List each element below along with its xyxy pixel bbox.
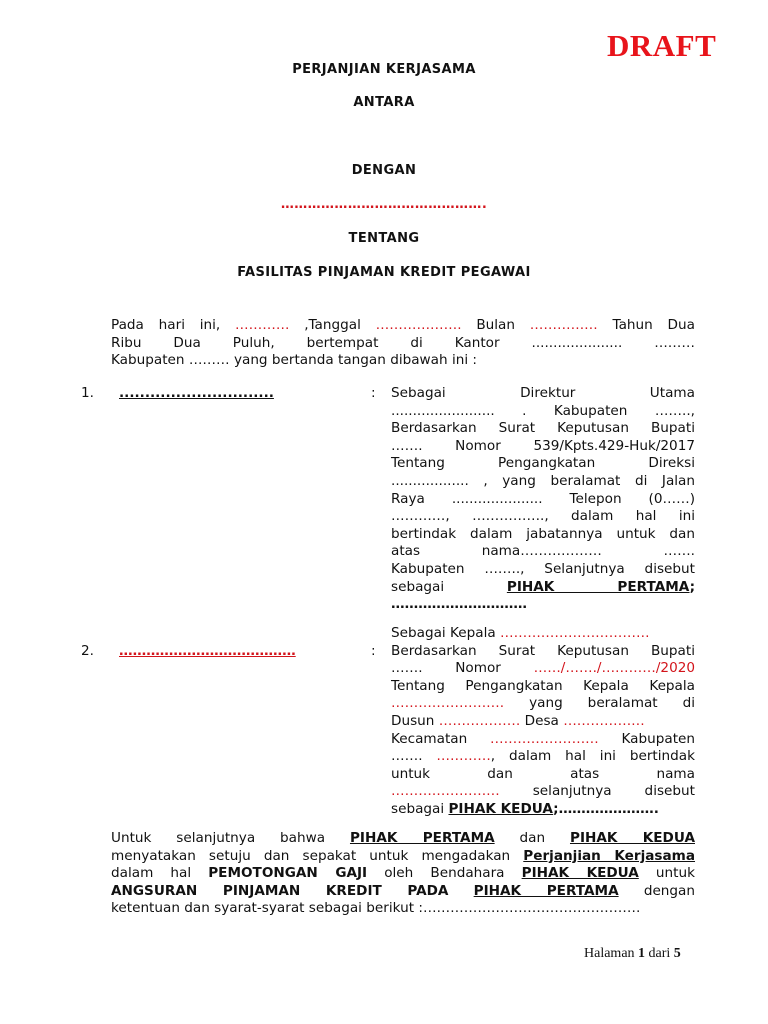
party-2-role: PIHAK KEDUA <box>448 800 554 817</box>
footer-total-pages: 5 <box>673 946 681 961</box>
footer-page-number: 1 <box>638 946 646 961</box>
party-2-line: untuk dan atas nama <box>391 765 695 782</box>
party-1-line: Tentang Pengangkatan Direksi <box>391 455 695 472</box>
closing-line-2: menyatakan setuju dan sepakat untuk mengadakan Perjanjian Kerjasama <box>111 847 696 864</box>
party-1-line: ……. Nomor 539/Kpts.429-Huk/2017 <box>391 437 695 454</box>
party-1-description <box>391 385 695 614</box>
party-1-line: atas nama……………… ……. <box>391 543 695 560</box>
party-2-line: ……. Nomor ……/……./…………/2020 <box>391 660 696 677</box>
party-2-line: Berdasarkan Surat Keputusan Bupati <box>391 642 695 659</box>
party-1-line: bertindak dalam jabatannya untuk dan <box>391 525 695 542</box>
party-2-line: ……. …………, dalam hal ini bertindak <box>391 748 695 765</box>
party-2-line: …………………… selanjutnya disebut <box>391 783 695 800</box>
party-1-line: Sebagai Direktur Utama <box>391 385 695 401</box>
party-1-colon: : <box>371 385 376 401</box>
party-1-line: ........................ . Kabupaten …….., <box>391 402 695 419</box>
party-1-line: .................. , yang beralamat di Jalan <box>391 472 695 489</box>
closing-line-3: dalam hal PEMOTONGAN GAJI oleh Bendahara PIHAK KEDUA untuk <box>111 865 695 882</box>
intro-line-2: Ribu Dua Puluh, bertempat di Kantor ..................... ……… <box>111 334 695 351</box>
party-2-line: Tentang Pengangkatan Kepala Kepala <box>391 677 695 694</box>
party-name-placeholder: ………………………………………. <box>280 197 488 212</box>
party-2-line: Sebagai Kepala …………………………… <box>391 625 650 641</box>
party-1-name: .............................. <box>119 385 274 401</box>
footer-middle: dari <box>648 946 671 961</box>
page-footer <box>584 946 681 962</box>
party-2-name: ………………………………… <box>119 643 296 659</box>
party-1-tail: ………………………… <box>391 596 527 613</box>
party-1-line: …………, ……………., dalam hal ini <box>391 508 695 525</box>
intro-line-3: Kabupaten ……… yang bertanda tangan dibawah ini : <box>111 352 478 369</box>
party-2-description <box>391 625 695 819</box>
party-1-number: 1. <box>81 385 94 401</box>
party-2-line: Dusun ……………… Desa ……………… <box>391 712 645 729</box>
heading-about: TENTANG <box>348 231 420 246</box>
closing-line-4: ANGSURAN PINJAMAN KREDIT PADA PIHAK PERTAMA dengan <box>111 882 695 899</box>
closing-paragraph <box>111 830 695 918</box>
heading-between: ANTARA <box>353 95 415 110</box>
heading-with: DENGAN <box>351 163 417 178</box>
party-2-line: Kecamatan …………………… Kabupaten <box>391 730 696 747</box>
closing-line-5: ketentuan dan syarat-syarat sebagai berikut :………………………………………… <box>111 900 641 917</box>
closing-line-1: Untuk selanjutnya bahwa PIHAK PERTAMA dan PIHAK KEDUA <box>111 830 695 846</box>
document-subject: FASILITAS PINJAMAN KREDIT PEGAWAI <box>237 265 531 280</box>
party-2-colon: : <box>371 643 376 659</box>
party-2-number: 2. <box>81 643 94 659</box>
intro-line-1: Pada hari ini, ………… ,Tanggal ………………. Bulan …………… Tahun Dua <box>111 317 695 333</box>
party-1-line: Berdasarkan Surat Keputusan Bupati <box>391 420 695 437</box>
document-title: PERJANJIAN KERJASAMA <box>292 62 476 77</box>
footer-prefix: Halaman <box>584 946 635 961</box>
party-1-role: PIHAK PERTAMA <box>506 578 690 595</box>
party-1-line: Raya ..................... Telepon (0……) <box>391 490 695 507</box>
party-1-role-line: sebagai PIHAK PERTAMA; <box>391 578 696 595</box>
party-2-role-line: sebagai PIHAK KEDUA;…………………. <box>391 800 659 817</box>
intro-paragraph <box>111 317 695 370</box>
party-2-line: ……………………. yang beralamat di <box>391 695 695 712</box>
party-1-line: Kabupaten …….., Selanjutnya disebut <box>391 560 695 577</box>
draft-stamp: DRAFT <box>607 28 717 63</box>
